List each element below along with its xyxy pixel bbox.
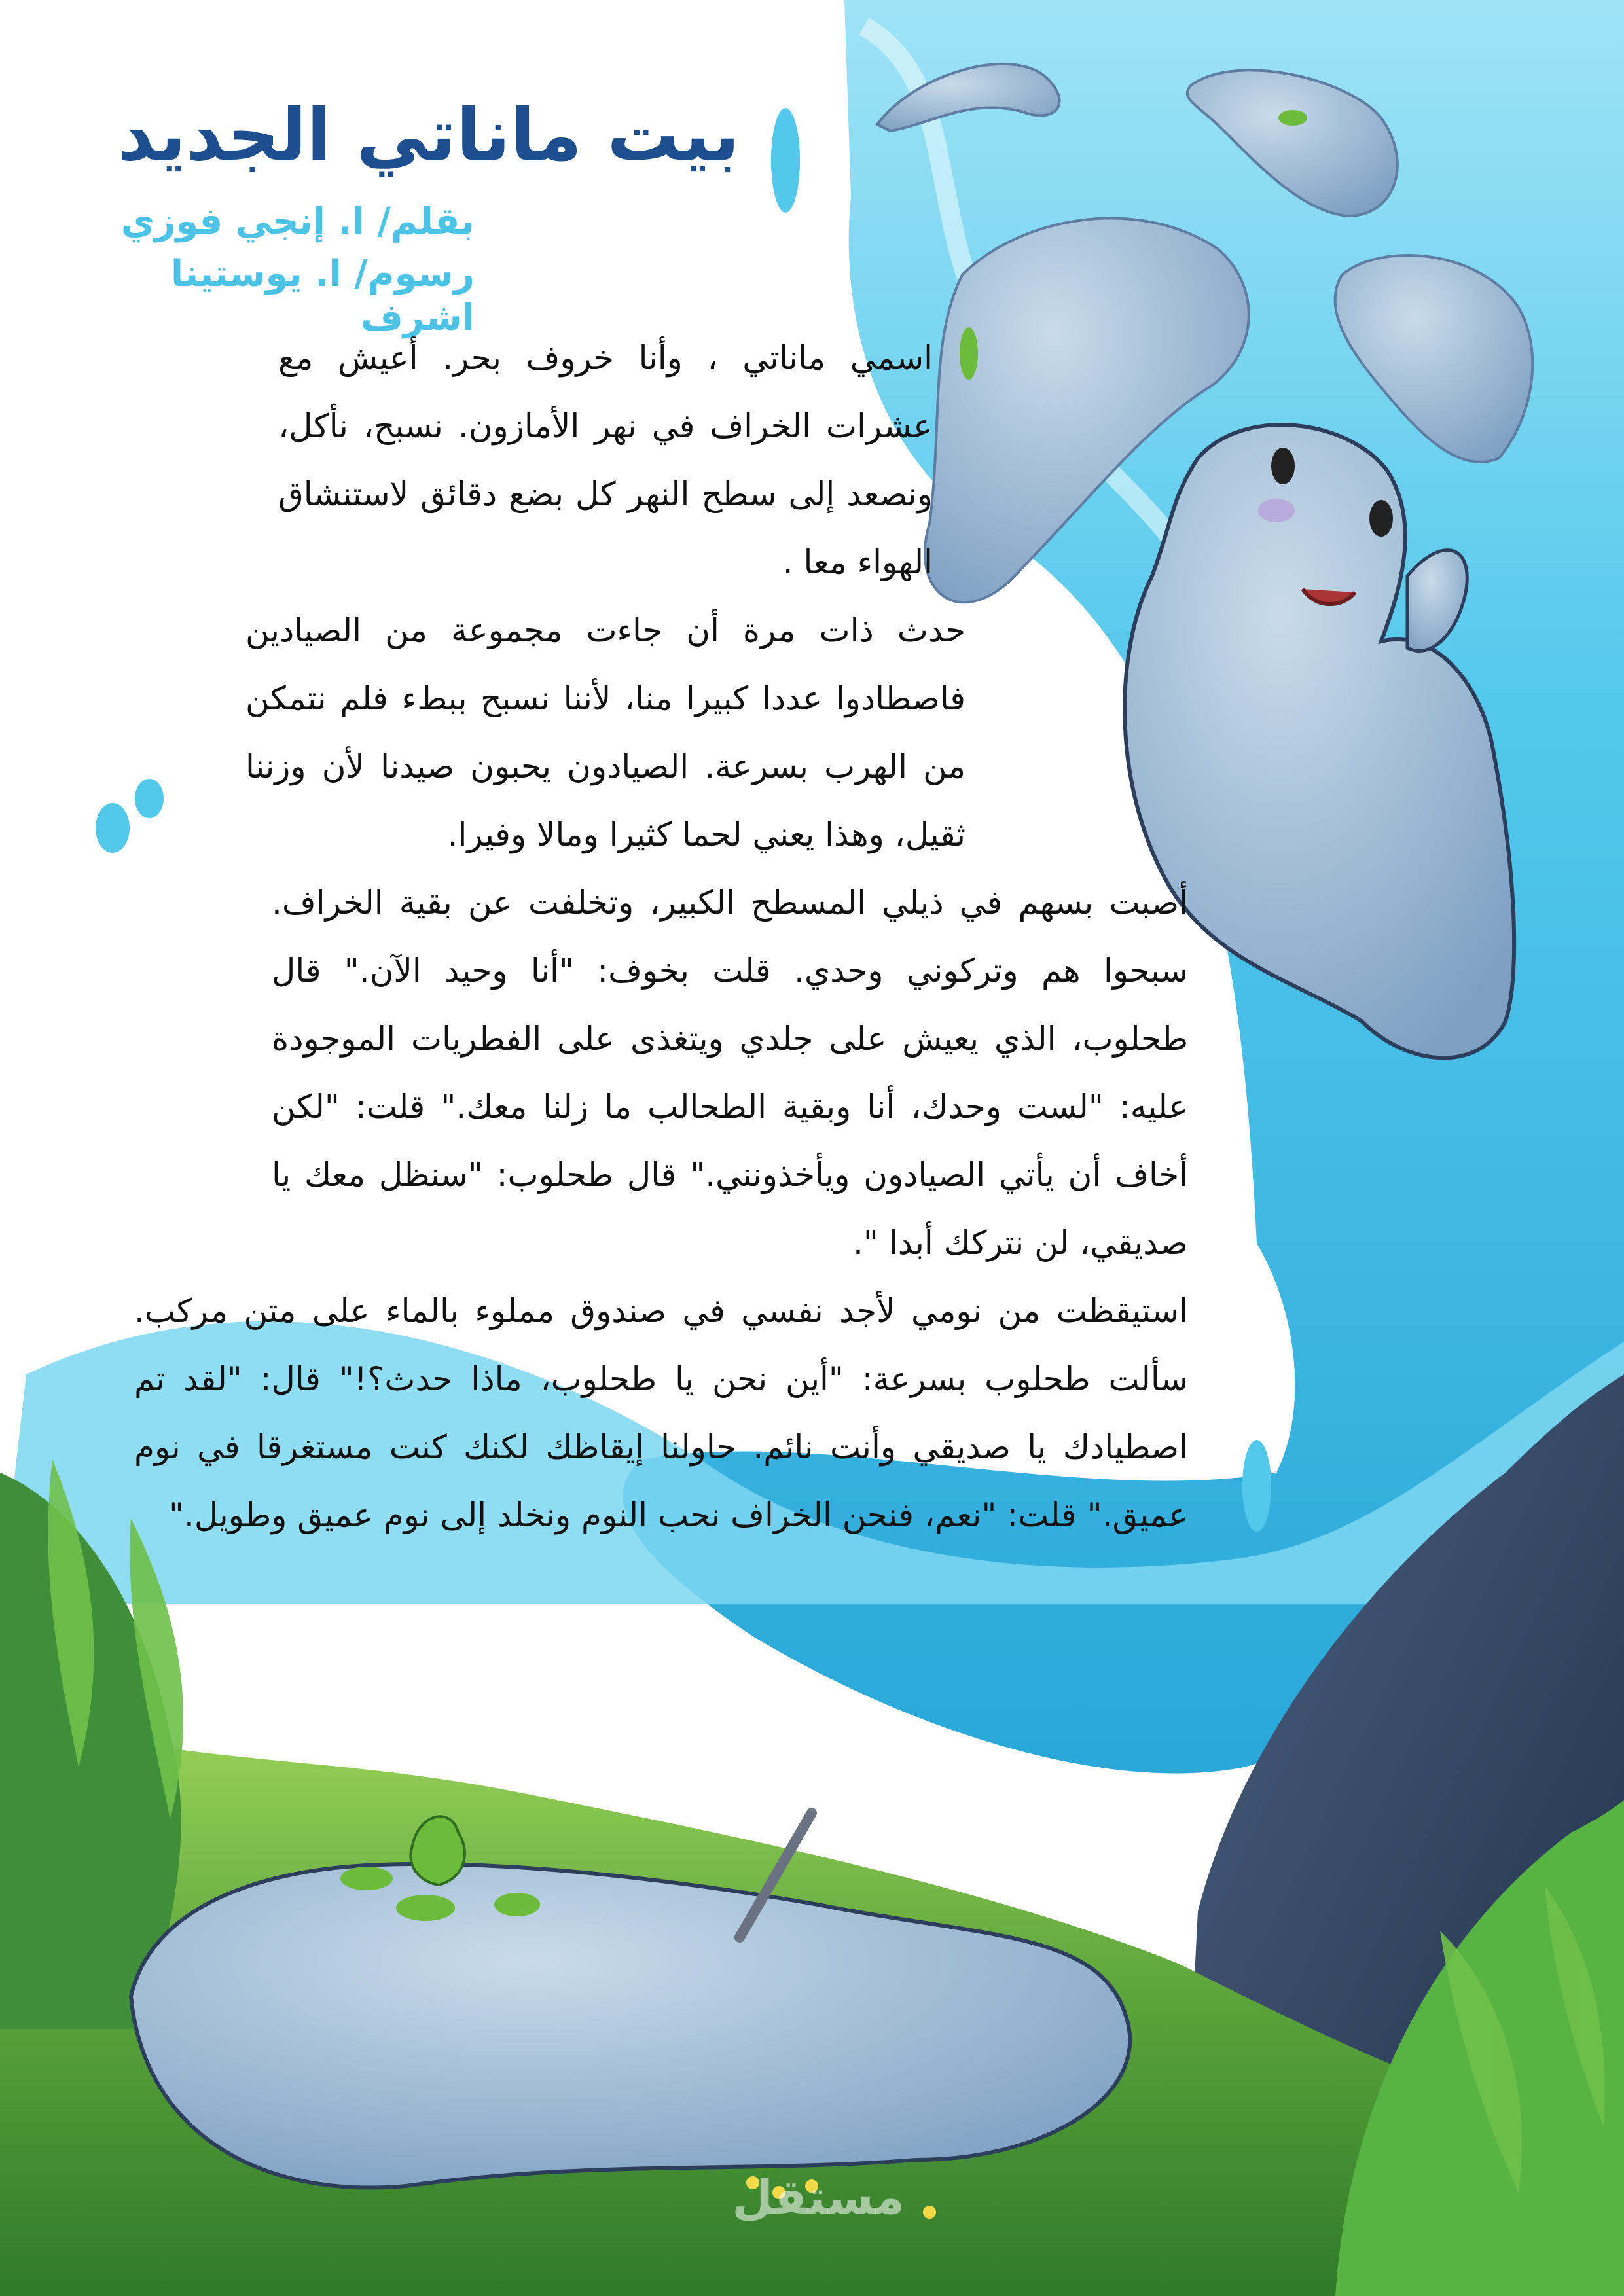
water-drop (1242, 1440, 1271, 1532)
algae-spot (396, 1895, 455, 1921)
watermark: مستقل (732, 2170, 905, 2225)
story-text (134, 324, 1188, 1549)
illustrator-credit: رسوم/ ا. يوستينا اشرف (170, 253, 475, 340)
eye-right (1369, 500, 1393, 537)
cheek (1258, 499, 1295, 522)
story-paragraph: حدث ذات مرة أن جاءت مجموعة من الصيادين فاصطادوا عددا كبيرا منا، لأننا نسبح ببطء فلم نتمكن من الهرب بسرعة. الصيادون يحبون صيدنا لأن وزننا ثقيل، وهذا يعني لحما كثيرا ومالا وفيرا. (245, 611, 965, 853)
story-paragraph: اسمي ماناتي ، وأنا خروف بحر. أعيش مع عشرات الخراف في نهر الأمازون. نسبح، نأكل، ونصعد إلى سطح النهر كل بضع دقائق لاستنشاق الهواء معا . (278, 339, 933, 581)
algae-spot (340, 1867, 393, 1890)
story-paragraph: استيقظت من نومي لأجد نفسي في صندوق مملوء بالماء على متن مركب. سألت طحلوب بسرعة: "أين نحن يا طحلوب، ماذا حدث؟!" قال: "لقد تم اصطيادك يا صديقي وأنت نائم. حاولنا إيقاظك لكنك كنت مستغرقا في نوم عميق." قلت: "نعم، فنحن الخراف نحب النوم ونخلد إلى نوم عميق وطويل." (134, 1292, 1188, 1534)
algae-spot (494, 1893, 540, 1916)
story-paragraph: أصبت بسهم في ذيلي المسطح الكبير، وتخلفت عن بقية الخراف. سبحوا هم وتركوني وحدي. قلت بخوف: "أنا وحيد الآن." قال طحلوب، الذي يعيش على جلدي ويتغذى على الفطريات الموجودة عليه: "لست وحدك، أنا وبقية الطحالب ما زلنا معك." قلت: "لكن أخاف أن يأتي الصيادون ويأخذونني." قال طحلوب: "سنظل معك يا صديقي، لن نتركك أبدا ". (272, 884, 1188, 1262)
eye-left (1271, 448, 1295, 484)
page-title: بيت ماناتي الجديد (117, 93, 740, 177)
water-drop (771, 108, 800, 213)
author-credit: بقلم/ ا. إنجي فوزي (120, 200, 475, 243)
water-drop (96, 803, 130, 853)
